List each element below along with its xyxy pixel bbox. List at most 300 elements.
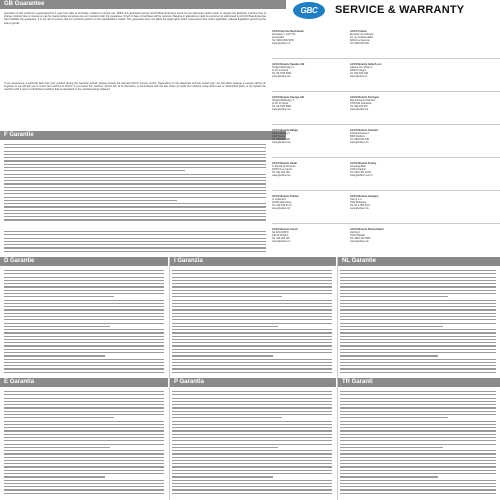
address-line: Tel: 902 183 182: [272, 171, 290, 174]
address-separator: [272, 58, 500, 59]
text-line: [172, 273, 332, 274]
text-line: [4, 421, 164, 422]
text-line: [4, 200, 177, 201]
address-separator: [272, 91, 500, 92]
text-line: [4, 355, 105, 356]
text-line: [340, 326, 443, 327]
address-title: ACCO Brands Spain: [272, 162, 298, 165]
text-line: [172, 293, 332, 294]
address-separator: [272, 124, 500, 125]
text-line: [4, 349, 164, 350]
address-line: Kozyatagi Mah.: [350, 165, 367, 168]
text-line: [172, 401, 332, 402]
text-line: [172, 300, 332, 301]
text-line: [172, 483, 332, 484]
text-line: [4, 352, 164, 353]
text-line: [172, 414, 332, 415]
text-line: [340, 319, 496, 320]
text-line: [4, 187, 266, 188]
section-code: I: [174, 258, 176, 264]
text-line: [4, 180, 266, 181]
address-line: Tel: 800-832-048: [350, 72, 368, 75]
text-line: [340, 450, 496, 451]
text-line: [172, 306, 332, 307]
e-text: [4, 391, 164, 497]
text-line: [4, 244, 266, 245]
text-line: [172, 417, 282, 418]
address-title: ACCO Brands Portugal: [350, 96, 379, 99]
address-separator: [272, 157, 500, 158]
text-line: [340, 303, 496, 304]
section-title: Garantie: [351, 258, 376, 264]
tr-text: [340, 391, 496, 497]
nl-text: [340, 270, 496, 376]
address-line: 76437 Rastatt: [350, 234, 365, 237]
text-line: [172, 493, 332, 494]
text-line: [340, 440, 496, 441]
text-line: [340, 424, 496, 425]
text-line: [340, 483, 496, 484]
section-code: TR: [342, 379, 350, 385]
text-line: [172, 480, 332, 481]
text-line: [340, 480, 496, 481]
text-line: [4, 336, 164, 337]
text-line: [340, 306, 496, 307]
text-line: [172, 437, 332, 438]
text-line: [340, 476, 438, 477]
text-line: [340, 417, 448, 418]
text-line: [4, 466, 164, 467]
page-title: SERVICE & WARRANTY: [335, 4, 465, 16]
section-title: Guarantee: [14, 1, 45, 7]
text-line: [172, 296, 282, 297]
section-title: Garantía: [9, 379, 35, 385]
text-line: [4, 476, 105, 477]
address-line: Hodgins Backväg 7 L: [272, 66, 295, 69]
address-line: Industriestrasse 8: [350, 132, 369, 135]
text-line: [4, 270, 164, 271]
text-line: [4, 444, 164, 445]
text-line: [4, 174, 266, 175]
text-line: [172, 466, 332, 467]
text-line: [340, 430, 496, 431]
text-line: [340, 453, 496, 454]
address-line: www.gbcdirect.se: [272, 75, 291, 78]
address-line: Tel: 0900-0300 5050: [272, 39, 294, 42]
address-line: C/ Ronda de Poniente: [272, 165, 296, 168]
gb-paragraph-2: If you experience a technical fault with your product during the warranty period, please contact the relevant ACCO service centre. Depending on the diagnosis and the model type, we will either arrange a service call by an engineer or we will ask you to return the machine to ACCO. If you return the machine, ACCO will, at its discretion, in accordance with the law, either (i) repair the machine using either new or refurbished parts, or (ii) replace the machine with a new or refurbished machine that is equivalent to the machine being replaced.: [4, 82, 266, 92]
text-line: [4, 437, 164, 438]
text-line: [340, 286, 496, 287]
text-line: [340, 470, 496, 471]
text-line: [340, 362, 496, 363]
address-line: Na Strži 1837/9: [272, 231, 289, 234]
address-line: Tel: 0800 90 106: [272, 138, 290, 141]
text-line: [172, 277, 332, 278]
address-title: ACCO Brands Hungary: [350, 195, 379, 198]
text-line: [172, 313, 332, 314]
f-paragraph-2: [4, 231, 266, 255]
text-line: [340, 342, 496, 343]
address-line: 34742 Istanbul: [350, 168, 366, 171]
address-line: Galleria Ciro Pisani 2: [350, 66, 373, 69]
text-line: [172, 407, 332, 408]
address-line: www.gbcdirect.de: [350, 240, 369, 243]
section-header-e: [0, 378, 168, 387]
address-block: [272, 63, 350, 78]
text-line: [340, 349, 496, 350]
text-line: [340, 486, 496, 487]
text-line: [340, 277, 496, 278]
text-line: [172, 339, 332, 340]
text-line: [4, 216, 266, 217]
text-line: [172, 329, 332, 330]
address-line: 9400 Ninove: [272, 135, 286, 138]
text-line: [4, 404, 164, 405]
text-line: [4, 238, 266, 239]
address-separator: [272, 190, 500, 191]
text-line: [172, 450, 332, 451]
text-line: [172, 359, 332, 360]
address-block: [272, 129, 350, 144]
text-line: [172, 309, 332, 310]
text-line: [340, 352, 496, 353]
text-line: [4, 193, 266, 194]
section-title: Garantie: [9, 132, 34, 138]
text-line: [340, 391, 496, 392]
text-line: [4, 164, 266, 165]
text-line: [172, 476, 273, 477]
text-line: [340, 404, 496, 405]
text-line: [340, 411, 496, 412]
address-block: [350, 96, 428, 111]
text-line: [4, 430, 164, 431]
text-line: [172, 303, 332, 304]
address-title: ACCO Brands Schweiz: [350, 129, 379, 132]
address-line: Tel: 244 026 116: [272, 237, 290, 240]
text-line: [4, 303, 164, 304]
address-block: [272, 30, 350, 45]
section-header-nl: [338, 257, 500, 266]
d-text: [4, 270, 164, 376]
address-line: 02-683 Warszawa: [272, 201, 292, 204]
address-line: 28760 Tres Cantos: [272, 168, 293, 171]
text-line: [4, 450, 164, 451]
text-line: [172, 342, 332, 343]
text-line: [4, 247, 266, 248]
text-line: [4, 342, 164, 343]
section-header-i: [170, 257, 336, 266]
text-line: [4, 329, 164, 330]
address-line: Ostring 6: [350, 231, 360, 234]
text-line: [172, 463, 332, 464]
text-line: [4, 480, 164, 481]
text-line: [4, 463, 164, 464]
text-line: [172, 391, 332, 392]
text-line: [172, 473, 332, 474]
address-block: [350, 63, 428, 78]
text-line: [4, 296, 114, 297]
text-line: [4, 440, 164, 441]
text-line: [4, 183, 266, 184]
section-code: P: [174, 379, 178, 385]
text-line: [340, 332, 496, 333]
text-line: [4, 219, 266, 220]
text-line: [340, 296, 448, 297]
text-line: [4, 300, 164, 301]
text-line: [4, 394, 164, 395]
f-paragraph-1: [4, 144, 266, 226]
text-line: [172, 444, 332, 445]
text-line: [340, 309, 496, 310]
address-line: Váci út 1-3: [350, 198, 362, 201]
address-title: ACCO Brands Turkey: [350, 162, 377, 165]
text-line: [4, 306, 164, 307]
address-line: www.gbcdirect.hu: [350, 207, 369, 210]
section-title: Garantia: [179, 379, 204, 385]
address-block: [350, 162, 428, 177]
text-line: [172, 460, 332, 461]
text-line: [340, 368, 496, 369]
text-line: [4, 147, 266, 148]
text-line: [4, 251, 266, 252]
text-line: [4, 144, 266, 145]
section-title: Garanti: [351, 379, 373, 385]
text-line: [172, 349, 332, 350]
text-line: [4, 273, 164, 274]
text-line: [4, 154, 266, 155]
address-title: ACCO Brands Italia S.p.A.: [350, 63, 382, 66]
text-line: [172, 440, 332, 441]
section-title: Garanzia: [177, 258, 203, 264]
text-line: [340, 466, 496, 467]
text-line: [172, 286, 332, 287]
text-line: [4, 332, 164, 333]
text-line: [340, 323, 496, 324]
address-line: Tel: 800 100 007: [350, 105, 368, 108]
text-line: [4, 323, 164, 324]
text-line: [172, 326, 278, 327]
address-line: Tel: 022 545 00 70: [272, 204, 292, 207]
text-line: [172, 404, 332, 405]
text-line: [172, 372, 332, 373]
text-line: [4, 483, 164, 484]
address-line: ul. Gotarda 9: [272, 198, 286, 201]
section-header-d: [0, 257, 168, 266]
text-line: [340, 300, 496, 301]
text-line: [4, 368, 164, 369]
text-line: [340, 460, 496, 461]
address-line: Tel: 0216 571 20 00: [350, 171, 372, 174]
address-separator: [272, 223, 500, 224]
text-line: [340, 473, 496, 474]
section-header-f: [0, 131, 286, 140]
text-line: [172, 280, 332, 281]
text-line: [4, 319, 164, 320]
text-line: [172, 345, 332, 346]
address-line: Tel: 0800 101 5080: [350, 237, 371, 240]
text-line: [4, 424, 164, 425]
text-line: [4, 170, 185, 171]
section-code: GB: [4, 1, 13, 7]
address-line: Tel: 08-7333 6900: [272, 72, 292, 75]
text-line: [4, 277, 164, 278]
text-line: [172, 486, 332, 487]
section-header-gb: [0, 0, 286, 9]
text-line: [340, 437, 496, 438]
address-line: Rua Quinta do Paizinho: [350, 99, 376, 102]
address-line: 140 00 Praha 4: [272, 234, 289, 237]
text-line: [172, 323, 332, 324]
text-line: [4, 486, 164, 487]
text-line: [340, 339, 496, 340]
text-line: [340, 280, 496, 281]
text-line: [340, 457, 496, 458]
address-line: 92210 La Garenne: [350, 39, 370, 42]
text-line: [340, 290, 496, 291]
address-title: ACCO Brands Czech: [272, 228, 298, 231]
text-line: [172, 453, 332, 454]
text-line: [4, 151, 266, 152]
text-line: [340, 372, 496, 373]
text-line: [340, 316, 496, 317]
p-text: [172, 391, 332, 497]
text-line: [4, 401, 164, 402]
text-line: [340, 345, 496, 346]
text-line: [4, 286, 164, 287]
text-line: [4, 160, 266, 161]
address-line: Tel: 06-1-350 8121: [350, 204, 370, 207]
address-title: ACCO Service Mechaniek: [272, 30, 304, 33]
text-line: [172, 352, 332, 353]
text-line: [340, 414, 496, 415]
address-line: 2795-632 Carnaxide: [350, 102, 372, 105]
address-title: ACCO Brands Sweden AB: [272, 63, 305, 66]
address-title: ACCO Brands Deutschland: [350, 228, 384, 231]
section-header-tr: [338, 378, 500, 387]
text-line: [4, 293, 164, 294]
gb-paragraph-1: Operation of this machine is guaranteed for 1 year from date of purchase, subject to normal use. Within the guarantee period, ACCO Brands Europe will at its own discretion either repair or replace the defective machine free of charge. Defects due to misuse or use for inappropriate purposes are not covered under the guarantee. Proof of date of purchase will be required. Repairs or alterations made by persons not authorised by ACCO Brands Europe will invalidate the guarantee. It is our aim to ensure that our products perform to the specifications stated. This guarantee does not affect the legal rights which consumers have under applicable national legislation governing the sale of goods.: [4, 12, 266, 25]
text-line: [340, 336, 496, 337]
text-line: [340, 447, 443, 448]
address-line: www.gbcdirect.nl: [272, 42, 290, 45]
address-line: www.gbcdirect.com.tr: [350, 174, 373, 177]
text-line: [4, 473, 164, 474]
i-text: [172, 270, 332, 376]
address-block: [350, 129, 428, 144]
text-line: [340, 434, 496, 435]
address-line: www.gbcdirect.cz: [272, 240, 291, 243]
text-line: [4, 197, 266, 198]
text-line: [172, 447, 278, 448]
text-line: [172, 427, 332, 428]
text-line: [4, 470, 164, 471]
address-block: [272, 162, 350, 177]
text-line: [4, 417, 114, 418]
address-line: S-117 43 Stock: [272, 102, 289, 105]
text-line: [340, 394, 496, 395]
text-line: [340, 401, 496, 402]
text-line: [4, 213, 266, 214]
text-line: [340, 359, 496, 360]
address-block: [272, 96, 350, 111]
address-line: www.gbcdirect.es: [272, 174, 291, 177]
address-line: www.gbcdirect.it: [350, 75, 368, 78]
text-line: [340, 365, 496, 366]
text-line: [4, 326, 110, 327]
text-line: [4, 460, 164, 461]
address-line: 1062 Budapest: [350, 201, 367, 204]
text-line: [4, 203, 266, 204]
text-line: [340, 489, 496, 490]
address-line: Sierraweg 1, 1047 HA: [272, 33, 296, 36]
gbc-logo: GBC: [293, 2, 325, 19]
address-line: Tel: 0800 834 545: [350, 138, 370, 141]
text-line: [340, 421, 496, 422]
address-line: www.gbcdirect.pt: [350, 108, 369, 111]
section-code: F: [4, 132, 8, 138]
text-line: [4, 362, 164, 363]
address-line: S-117 43 Stock: [272, 69, 289, 72]
text-line: [340, 407, 496, 408]
text-line: [172, 489, 332, 490]
text-line: [172, 470, 332, 471]
address-line: Tel: 08-7333 6900: [272, 105, 292, 108]
address-line: www.gbcdirect.be: [272, 141, 291, 144]
section-title: Garantie: [10, 258, 35, 264]
text-line: [4, 231, 266, 232]
column-divider: [337, 257, 338, 500]
text-line: [4, 359, 164, 360]
column-divider: [169, 257, 170, 500]
address-line: Stijndonkeweg 4: [272, 132, 290, 135]
text-line: [172, 319, 332, 320]
section-code: NL: [342, 258, 350, 264]
address-line: Tel: 0800 000 000: [350, 42, 370, 45]
text-line: [340, 493, 496, 494]
address-line: Hodgins Backväg 7 L: [272, 99, 295, 102]
address-line: www.gbcdirect.pl: [272, 207, 290, 210]
text-line: [340, 329, 496, 330]
section-header-p: [170, 378, 336, 387]
text-line: [172, 270, 332, 271]
text-line: [4, 391, 164, 392]
text-line: [172, 332, 332, 333]
text-line: [340, 270, 496, 271]
address-title: ACCO France: [350, 30, 367, 33]
address-line: Europarc de la Boucle: [350, 33, 374, 36]
text-line: [4, 427, 164, 428]
text-line: [172, 430, 332, 431]
section-code: E: [4, 379, 9, 385]
text-line: [340, 463, 496, 464]
address-title: ACCO Brands Polska: [272, 195, 299, 198]
text-line: [4, 372, 164, 373]
text-line: [4, 414, 164, 415]
text-line: [4, 447, 110, 448]
address-line: Amsterdam: [272, 36, 285, 39]
text-line: [4, 157, 266, 158]
address-line: 10, rue Gustave Eiffel: [350, 36, 373, 39]
text-line: [4, 339, 164, 340]
text-line: [4, 316, 164, 317]
text-line: [340, 427, 496, 428]
text-line: [172, 283, 332, 284]
text-line: [172, 434, 332, 435]
text-line: [172, 336, 332, 337]
text-line: [4, 407, 164, 408]
text-line: [4, 167, 266, 168]
